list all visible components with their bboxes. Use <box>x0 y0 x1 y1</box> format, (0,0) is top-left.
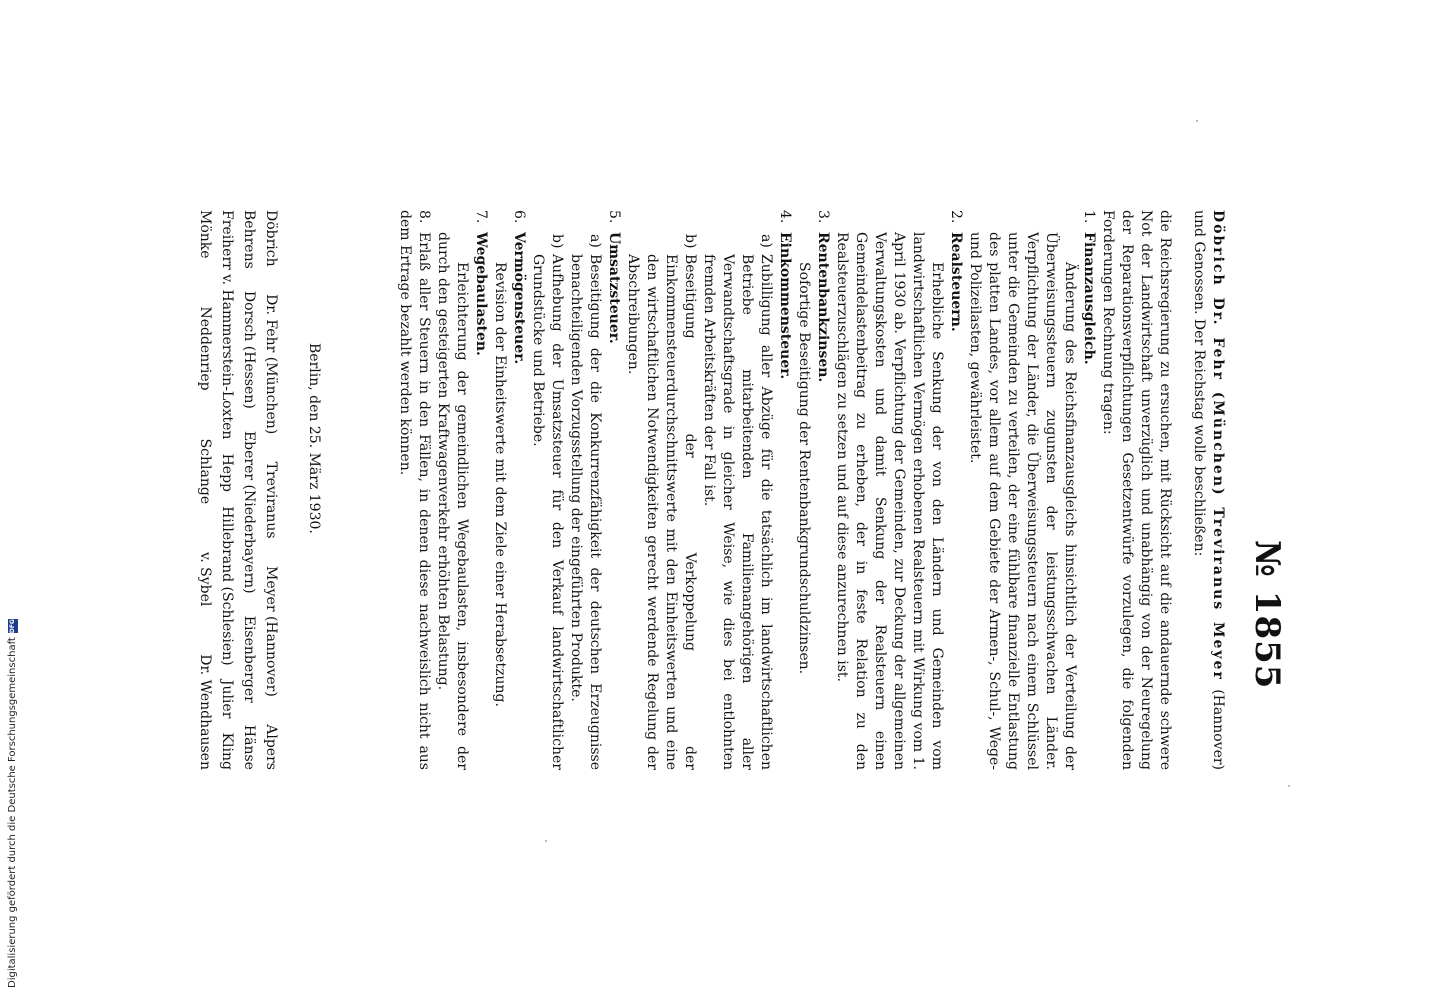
item-number: 6. <box>511 210 527 224</box>
scan-speck <box>1196 120 1198 122</box>
sub-item-label: b) <box>549 234 565 249</box>
date-line: Berlin, den 25. März 1930. <box>306 343 322 534</box>
item-number: 8. <box>416 210 432 224</box>
item-title: Vermögensteuer. <box>511 232 527 365</box>
item-title: Finanzausgleich. <box>1081 232 1097 365</box>
signatory-name: Schlange <box>197 438 213 505</box>
sub-item-label: b) <box>682 234 698 249</box>
list-item <box>395 210 433 770</box>
signatory-name: Alpers <box>263 724 279 770</box>
item-number: 2. <box>948 210 964 224</box>
signatory-name: Dorsch (Hessen) <box>241 290 257 409</box>
sub-item <box>699 234 775 770</box>
item-number: 1. <box>1081 210 1097 224</box>
item-title: Rentenbankzinsen. <box>815 232 831 383</box>
sub-item-text: Beseitigung der die Konkurrenzfähigkeit der deutschen Erzeugnisse benachteiligenden Vorzugsstellung der eingeführten Produkte. <box>568 254 603 770</box>
signatory-name: Freiherr v. Hammerstein-Loxten <box>219 210 235 440</box>
list-item <box>528 210 623 770</box>
item-number: 3. <box>815 210 831 224</box>
item-number: 7. <box>473 210 489 224</box>
item-body: Erhebliche Senkung der von den Ländern und Gemeinden vom landwirtschaftlichen Vermögen erhobenen Realsteuern mit Wirkung vom 1. April 1930 ab. Verpflichtung der Gemeinden, zur Deckung der allgemeinen Verwaltungskosten und damit Senkung der Realsteuern einen Gemeindelastenbeitrag zu erheben, der in feste Relation zu den Realsteuerzuschlägen zu setzen und auf diese anzurechnen ist. <box>834 232 945 770</box>
item-body: Erlaß aller Steuern in den Fällen, in denen diese nachweislich nicht aus dem Ertrage bezahlt werden können. <box>397 210 432 770</box>
signatory-name: Kling <box>219 732 235 770</box>
signatory-name: Dr. Wendhausen <box>197 654 213 770</box>
signatories <box>194 210 282 770</box>
item-number: 5. <box>606 210 622 224</box>
list-item <box>433 210 490 770</box>
signatory-name: v. Sybel <box>197 552 213 607</box>
heading-rest: (Hannover) und Genossen. Der Reichstag wolle beschließen: <box>1191 210 1226 771</box>
signatory-row <box>260 210 282 770</box>
list-item <box>623 210 794 770</box>
signatory-name: Meyer (Hannover) <box>263 566 279 697</box>
item-title: Realsteuern. <box>948 232 964 332</box>
sub-item-text: Aufhebung der Umsatzsteuer für den Verkauf landwirtschaftlicher Grundstücke und Betriebe. <box>530 254 565 770</box>
signatory-name: Hillebrand (Schlesien) <box>219 506 235 666</box>
signatory-row <box>194 210 216 770</box>
item-number: 4. <box>777 210 793 224</box>
list-item <box>490 210 528 770</box>
motion-body <box>395 210 1174 770</box>
item-title: Wegebaulasten. <box>473 232 489 356</box>
heading-names: Döbrich Dr. Fehr (München) Treviranus Meyer <box>1210 210 1226 681</box>
item-title: Umsatzsteuer. <box>606 232 622 344</box>
document-number: № 1855 <box>1247 540 1287 690</box>
item-body: Änderung des Reichsfinanzausgleichs hinsichtlich der Verteilung der Überweisungssteuern zugunsten der leistungsschwachen Länder. Verpflichtung der Länder, die Überweisungssteuern nach einem Schlüssel unter die Gemeinden zu verteilen, der eine fühlbare finanzielle Entlastung des platten Landes, vor allem auf dem Gebiete der Armen-, Schul-, Wege- und Polizeilasten, gewährleistet. <box>967 232 1078 770</box>
scan-speck <box>1288 785 1290 787</box>
signatory-name: Behrens <box>241 210 257 269</box>
signatory-name: Eberer (Niederbayern) <box>241 430 257 594</box>
sub-item <box>528 234 566 770</box>
signatory-name: Hänse <box>241 724 257 770</box>
list-item <box>832 210 965 770</box>
intro-paragraph: die Reichsregierung zu ersuchen, mit Rücksicht auf die andauernde schwere Not der Landwirtschaft unverzüglich und unabhängig von der Neuregelung der Reparationsverpflichtungen Gesetzentwürfe vorzulegen, die folgenden Forderungen Rechnung tragen: <box>1100 210 1173 770</box>
item-body: Erleichterung der gemeindlichen Wegebaulasten, insbesondere der durch den gesteigerten Kraftwagenverkehr erhöhten Belastung. <box>435 232 470 770</box>
signatory-name: Eisenberger <box>241 615 257 703</box>
rotated-document-page <box>197 0 1317 1000</box>
signatory-row <box>216 210 238 770</box>
signatory-name: Julier <box>219 679 235 719</box>
signatory-name: Treviranus <box>263 461 279 539</box>
sub-item <box>623 234 699 770</box>
funding-note-text: Digitalisierung gefördert durch die Deutsche Forschungsgemeinschaft <box>7 637 18 988</box>
signatory-name: Dr. Fehr (München) <box>263 294 279 435</box>
item-body: Sofortige Beseitigung der Rentenbankgrundschuldzinsen. <box>796 262 812 675</box>
signatory-name: Mönke <box>197 210 213 259</box>
scan-speck <box>545 840 547 842</box>
signatory-name: Hepp <box>219 453 235 493</box>
sub-item <box>566 234 604 770</box>
signatory-name: Neddenriep <box>197 306 213 391</box>
funding-note <box>7 619 18 988</box>
list-item <box>794 210 832 770</box>
item-title: Einkommensteuer. <box>777 232 793 380</box>
sub-item-text: Zubilligung aller Abzüge für die tatsächlich im landwirtschaftlichen Betriebe mitarbeitenden Familienangehörigen aller Verwandtschaftsgrade in gleicher Weise, wie dies bei entlohnten fremden Arbeitskräften der Fall ist. <box>701 254 774 770</box>
signatory-row <box>238 210 260 770</box>
dfg-logo-icon: DFG <box>8 619 16 634</box>
sub-item-text: Beseitigung der Verkoppelung der Einkommensteuerdurchschnittswerte mit den Einheitswerten und eine den wirtschaftlichen Notwendigkeiten gerecht werdende Regelung der Abschreibungen. <box>625 254 698 770</box>
motion-heading <box>1189 210 1227 770</box>
signatory-name: Döbrich <box>263 210 279 267</box>
sub-item-label: a) <box>758 234 774 248</box>
sub-item-label: a) <box>587 234 603 248</box>
item-body: Revision der Einheitswerte mit dem Ziele einer Herabsetzung. <box>492 262 508 707</box>
list-item <box>965 210 1098 770</box>
